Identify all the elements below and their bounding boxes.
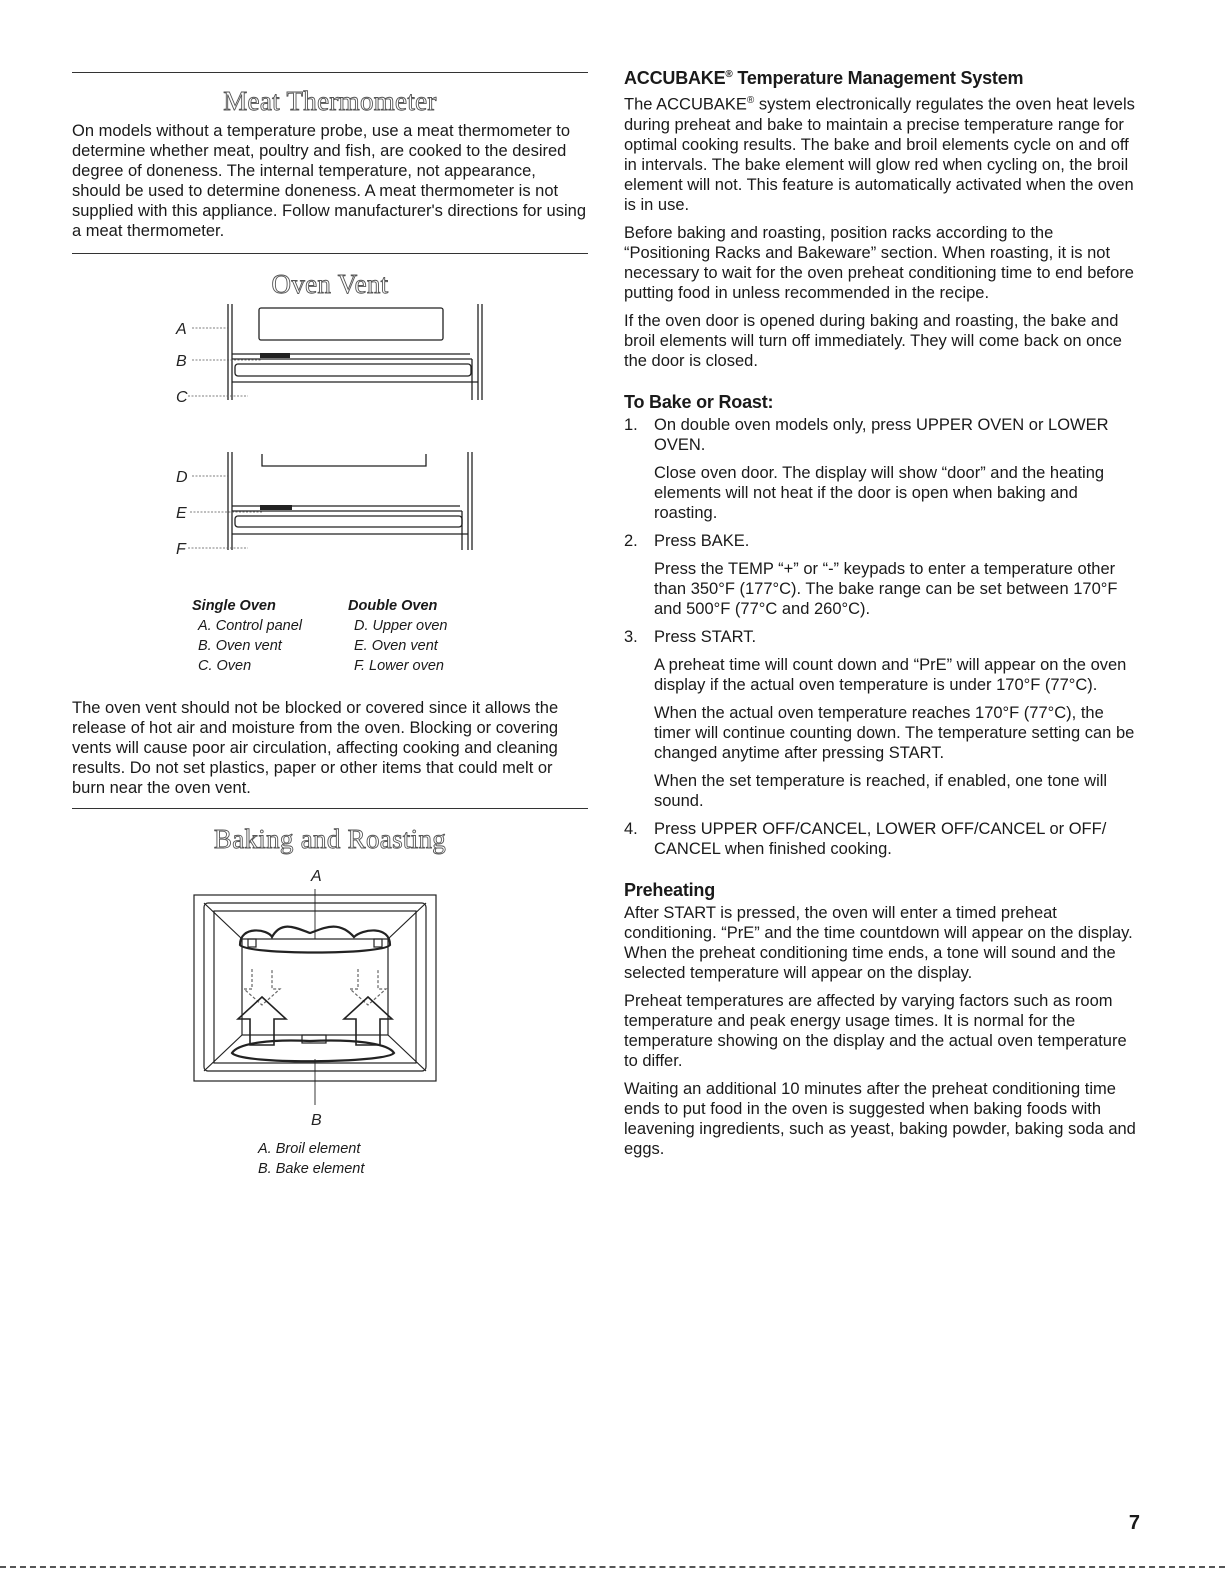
legend-heading: Single Oven — [192, 598, 276, 614]
baking-roasting-title: Baking and Roasting — [213, 824, 447, 854]
registered-mark: ® — [746, 95, 755, 106]
legend-single-oven — [192, 596, 302, 676]
legend-item: E. Oven vent — [353, 638, 438, 654]
section-divider — [72, 808, 588, 809]
step-item — [624, 531, 1142, 619]
step-text: A preheat time will count down and “PrE” will appear on the oven display if the actual oven temperature is under 170°F (77°C). — [654, 655, 1127, 694]
preheating-paragraph: Waiting an additional 10 minutes after the preheat conditioning time ends to put food in the oven is suggested when baking foods with leavening ingredients, such as yeast, baking powder, baking soda and eggs. — [624, 1079, 1136, 1158]
diagram-label-c: C — [176, 389, 188, 406]
bake-roast-steps — [624, 415, 1142, 859]
diagram-label-a: A — [176, 321, 187, 338]
vent-slot — [260, 353, 290, 358]
accubake-paragraph: Before baking and roasting, position racks according to the “Positioning Racks and Bakeware” section. When roasting, it is not necessary to wait for the oven preheat conditioning time to end before putting food in unless recommended in the recipe. — [624, 223, 1134, 302]
accubake-text: The ACCUBAKE — [624, 95, 747, 114]
step-text: When the actual oven temperature reaches 170°F (77°C), the timer will continue counting down. The temperature setting can be changed anytime after pressing START. — [654, 703, 1135, 762]
caption-item: B. Bake element — [258, 1161, 365, 1177]
step-number: 2. — [624, 531, 638, 550]
diagram-label-b: B — [176, 353, 187, 370]
caption-item: A. Broil element — [258, 1141, 361, 1157]
oven-vent-title: Oven Vent — [271, 269, 389, 299]
legend-double-oven — [348, 596, 448, 676]
baking-roasting-diagram — [72, 859, 588, 1129]
step-text: Press UPPER OFF/CANCEL, LOWER OFF/CANCEL or OFF/ CANCEL when finished cooking. — [654, 819, 1107, 858]
accubake-heading-brand: ACCUBAKE — [624, 68, 726, 88]
diagram-label-d: D — [176, 469, 188, 486]
accubake-paragraph — [624, 91, 1142, 215]
vent-slot — [260, 505, 292, 510]
meat-thermometer-title: Meat Thermometer — [223, 86, 437, 116]
baking-roasting-caption — [258, 1139, 588, 1179]
diagram-label-b: B — [311, 1112, 322, 1129]
step-text: Press the TEMP “+” or “-” keypads to enter a temperature other than 350°F (177°C). The bake range can be set between 170°F and 500°F (77°C and 260°C). — [654, 559, 1118, 618]
legend-item: B. Oven vent — [198, 638, 282, 654]
step-text: Close oven door. The display will show “door” and the heating elements will not heat if the door is open when baking and roasting. — [654, 463, 1105, 522]
step-item — [624, 819, 1142, 859]
bake-roast-heading: To Bake or Roast: — [624, 391, 774, 412]
page-number: 7 — [1128, 1512, 1140, 1534]
accubake-heading — [624, 64, 1142, 89]
legend-item: F. Lower oven — [353, 658, 444, 674]
legend-heading: Double Oven — [347, 598, 438, 614]
preheating-heading: Preheating — [624, 879, 716, 900]
oven-vent-body: The oven vent should not be blocked or covered since it allows the release of hot air and moisture from the oven. Blocking or covering vents will cause poor air circulation, affecting cooking and cleaning results. Do not set plastics, paper or other items that could melt or burn near the oven vent. — [72, 699, 559, 797]
preheating-paragraph: After START is pressed, the oven will enter a timed preheat conditioning. “PrE” and the time countdown will appear on the display. When the preheat conditioning time ends, a tone will sound and the selected temperature will appear on the display. — [624, 903, 1133, 982]
oven-vent-legend — [192, 596, 588, 676]
registered-mark: ® — [725, 69, 733, 80]
step-text: When the set temperature is reached, if enabled, one tone will sound. — [654, 771, 1108, 810]
section-divider — [72, 72, 588, 73]
left-column — [72, 60, 588, 1179]
legend-item: C. Oven — [198, 658, 252, 674]
diagram-label-f: F — [176, 541, 186, 558]
legend-item: D. Upper oven — [353, 618, 448, 634]
step-text: Press BAKE. — [654, 531, 750, 550]
right-column — [624, 64, 1142, 1167]
step-number: 3. — [624, 627, 638, 646]
preheating-paragraph: Preheat temperatures are affected by varying factors such as room temperature and peak energy usage times. It is normal for the temperature showing on the display and the actual oven temperature to differ. — [624, 991, 1127, 1070]
step-item — [624, 627, 1142, 811]
accubake-paragraph: If the oven door is opened during baking and roasting, the bake and broil elements will turn off immediately. They will come back on once the door is closed. — [624, 311, 1122, 370]
scan-edge — [0, 1566, 1225, 1568]
meat-thermometer-body: On models without a temperature probe, use a meat thermometer to determine whether meat, poultry and fish, are cooked to the desired degree of doneness. The internal temperature, not appearance, should be used to determine doneness. A meat thermometer is not supplied with this appliance. Follow manufacturer's directions for using a meat thermometer. — [72, 122, 586, 240]
accubake-heading-rest: Temperature Management System — [732, 68, 1024, 88]
accubake-text: system electronically regulates the oven heat levels during preheat and bake to maintain a precise temperature range for optimal cooking results. The bake and broil elements cycle on and off in intervals. The bake element will glow red when cycling on, the broil element will not. This feature is automatically activated when the oven is in use. — [624, 95, 1135, 214]
legend-item: A. Control panel — [198, 618, 302, 634]
step-item — [624, 415, 1142, 523]
step-number: 1. — [624, 415, 638, 434]
oven-vent-diagram — [72, 304, 588, 594]
step-text: On double oven models only, press UPPER OVEN or LOWER OVEN. — [654, 415, 1109, 454]
step-text: Press START. — [654, 627, 757, 646]
diagram-label-a: A — [311, 868, 322, 885]
section-divider — [72, 253, 588, 254]
step-number: 4. — [624, 819, 638, 838]
diagram-label-e: E — [176, 505, 187, 522]
